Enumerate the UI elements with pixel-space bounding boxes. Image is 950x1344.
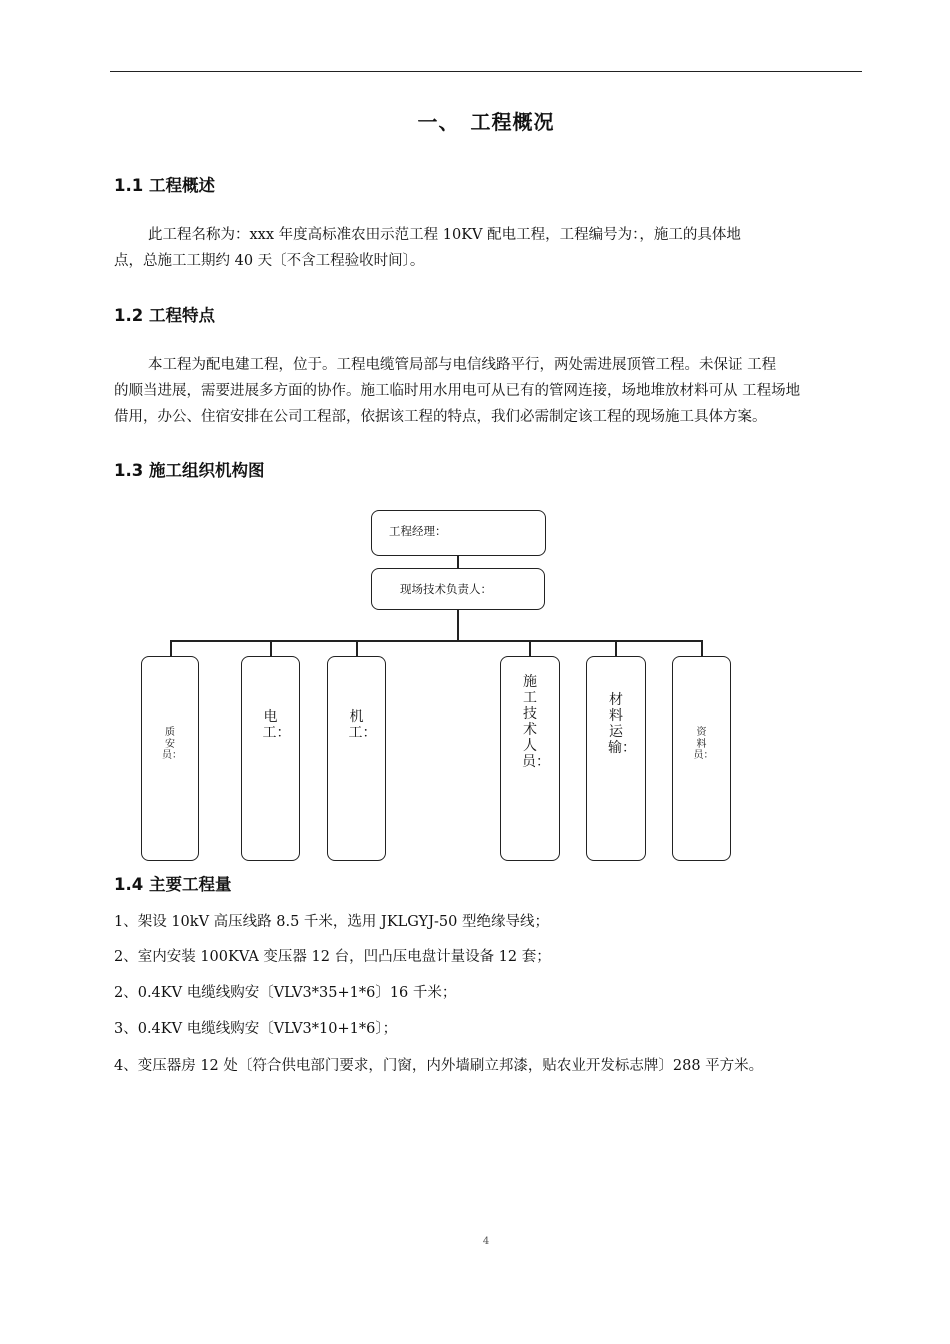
list-item: 2、室内安装 100KVA 变压器 12 台，凹凸压电盘计量设备 12 套； xyxy=(114,949,551,965)
org-box-electrician xyxy=(241,656,300,861)
connector-line xyxy=(615,640,617,657)
section-heading-1-1: 1.1 工程概述 xyxy=(114,176,215,195)
org-box-document-clerk xyxy=(672,656,731,861)
page-number: 4 xyxy=(482,1236,490,1247)
role-label: 质安员： xyxy=(162,727,182,761)
role-label: 资料员： xyxy=(693,727,714,761)
connector-line xyxy=(170,640,172,657)
paragraph-line: 点，总施工工期约 40 天〔不含工程验收时间〕。 xyxy=(114,253,425,269)
chapter-title: 一、 工程概况 xyxy=(417,110,555,134)
org-box-manager: 工程经理： xyxy=(371,510,546,556)
role-label: 机工： xyxy=(348,709,377,742)
role-label: 施工技术人员： xyxy=(522,674,550,771)
paragraph-line: 本工程为配电建工程，位于。工程电缆管局部与电信线路平行，两处需进展顶管工程。未保证 工程 xyxy=(148,357,777,373)
org-box-tech-lead: 现场技术负责人： xyxy=(371,568,545,610)
org-box-technical-staff xyxy=(500,656,560,861)
section-heading-1-3: 1.3 施工组织机构图 xyxy=(114,461,265,480)
paragraph-line: 的顺当进展，需要进展多方面的协作。施工临时用水用电可从已有的管网连接，场地堆放材料可从 工程场地 xyxy=(114,383,801,399)
org-box-safety-officer xyxy=(141,656,199,861)
connector-line xyxy=(457,610,459,640)
header-rule xyxy=(110,71,862,72)
section-1-2-paragraph xyxy=(114,352,874,430)
connector-bus xyxy=(170,640,702,642)
connector-line xyxy=(701,640,703,657)
org-chart xyxy=(0,500,950,870)
section-heading-1-2: 1.2 工程特点 xyxy=(114,306,215,325)
section-1-1-paragraph xyxy=(114,222,874,274)
paragraph-line: 借用，办公、住宿安排在公司工程部，依据该工程的特点，我们必需制定该工程的现场施工具体方案。 xyxy=(114,409,767,425)
paragraph-line: 此工程名称为：xxx 年度高标准农田示范工程 10KV 配电工程，工程编号为：，施工的具体地 xyxy=(148,227,741,243)
org-box-material-transport xyxy=(586,656,646,861)
list-item: 1、架设 10kV 高压线路 8.5 千米，选用 JKLGYJ-50 型绝缘导线； xyxy=(114,914,549,930)
role-label: 材料运输： xyxy=(608,692,636,757)
section-heading-1-4: 1.4 主要工程量 xyxy=(114,875,232,894)
role-label: 电工： xyxy=(262,709,291,742)
connector-line xyxy=(270,640,272,657)
connector-line xyxy=(356,640,358,657)
org-box-mechanic xyxy=(327,656,386,861)
connector-line xyxy=(529,640,531,657)
connector-line xyxy=(457,555,459,568)
list-item: 2、0.4KV 电缆线购安〔VLV3*35+1*6〕16 千米； xyxy=(114,985,457,1001)
list-item: 4、变压器房 12 处〔符合供电部门要求，门窗，内外墙刷立邦漆，贴农业开发标志牌〕288 平方米。 xyxy=(114,1058,764,1074)
list-item: 3、0.4KV 电缆线购安〔VLV3*10+1*6〕； xyxy=(114,1021,398,1037)
